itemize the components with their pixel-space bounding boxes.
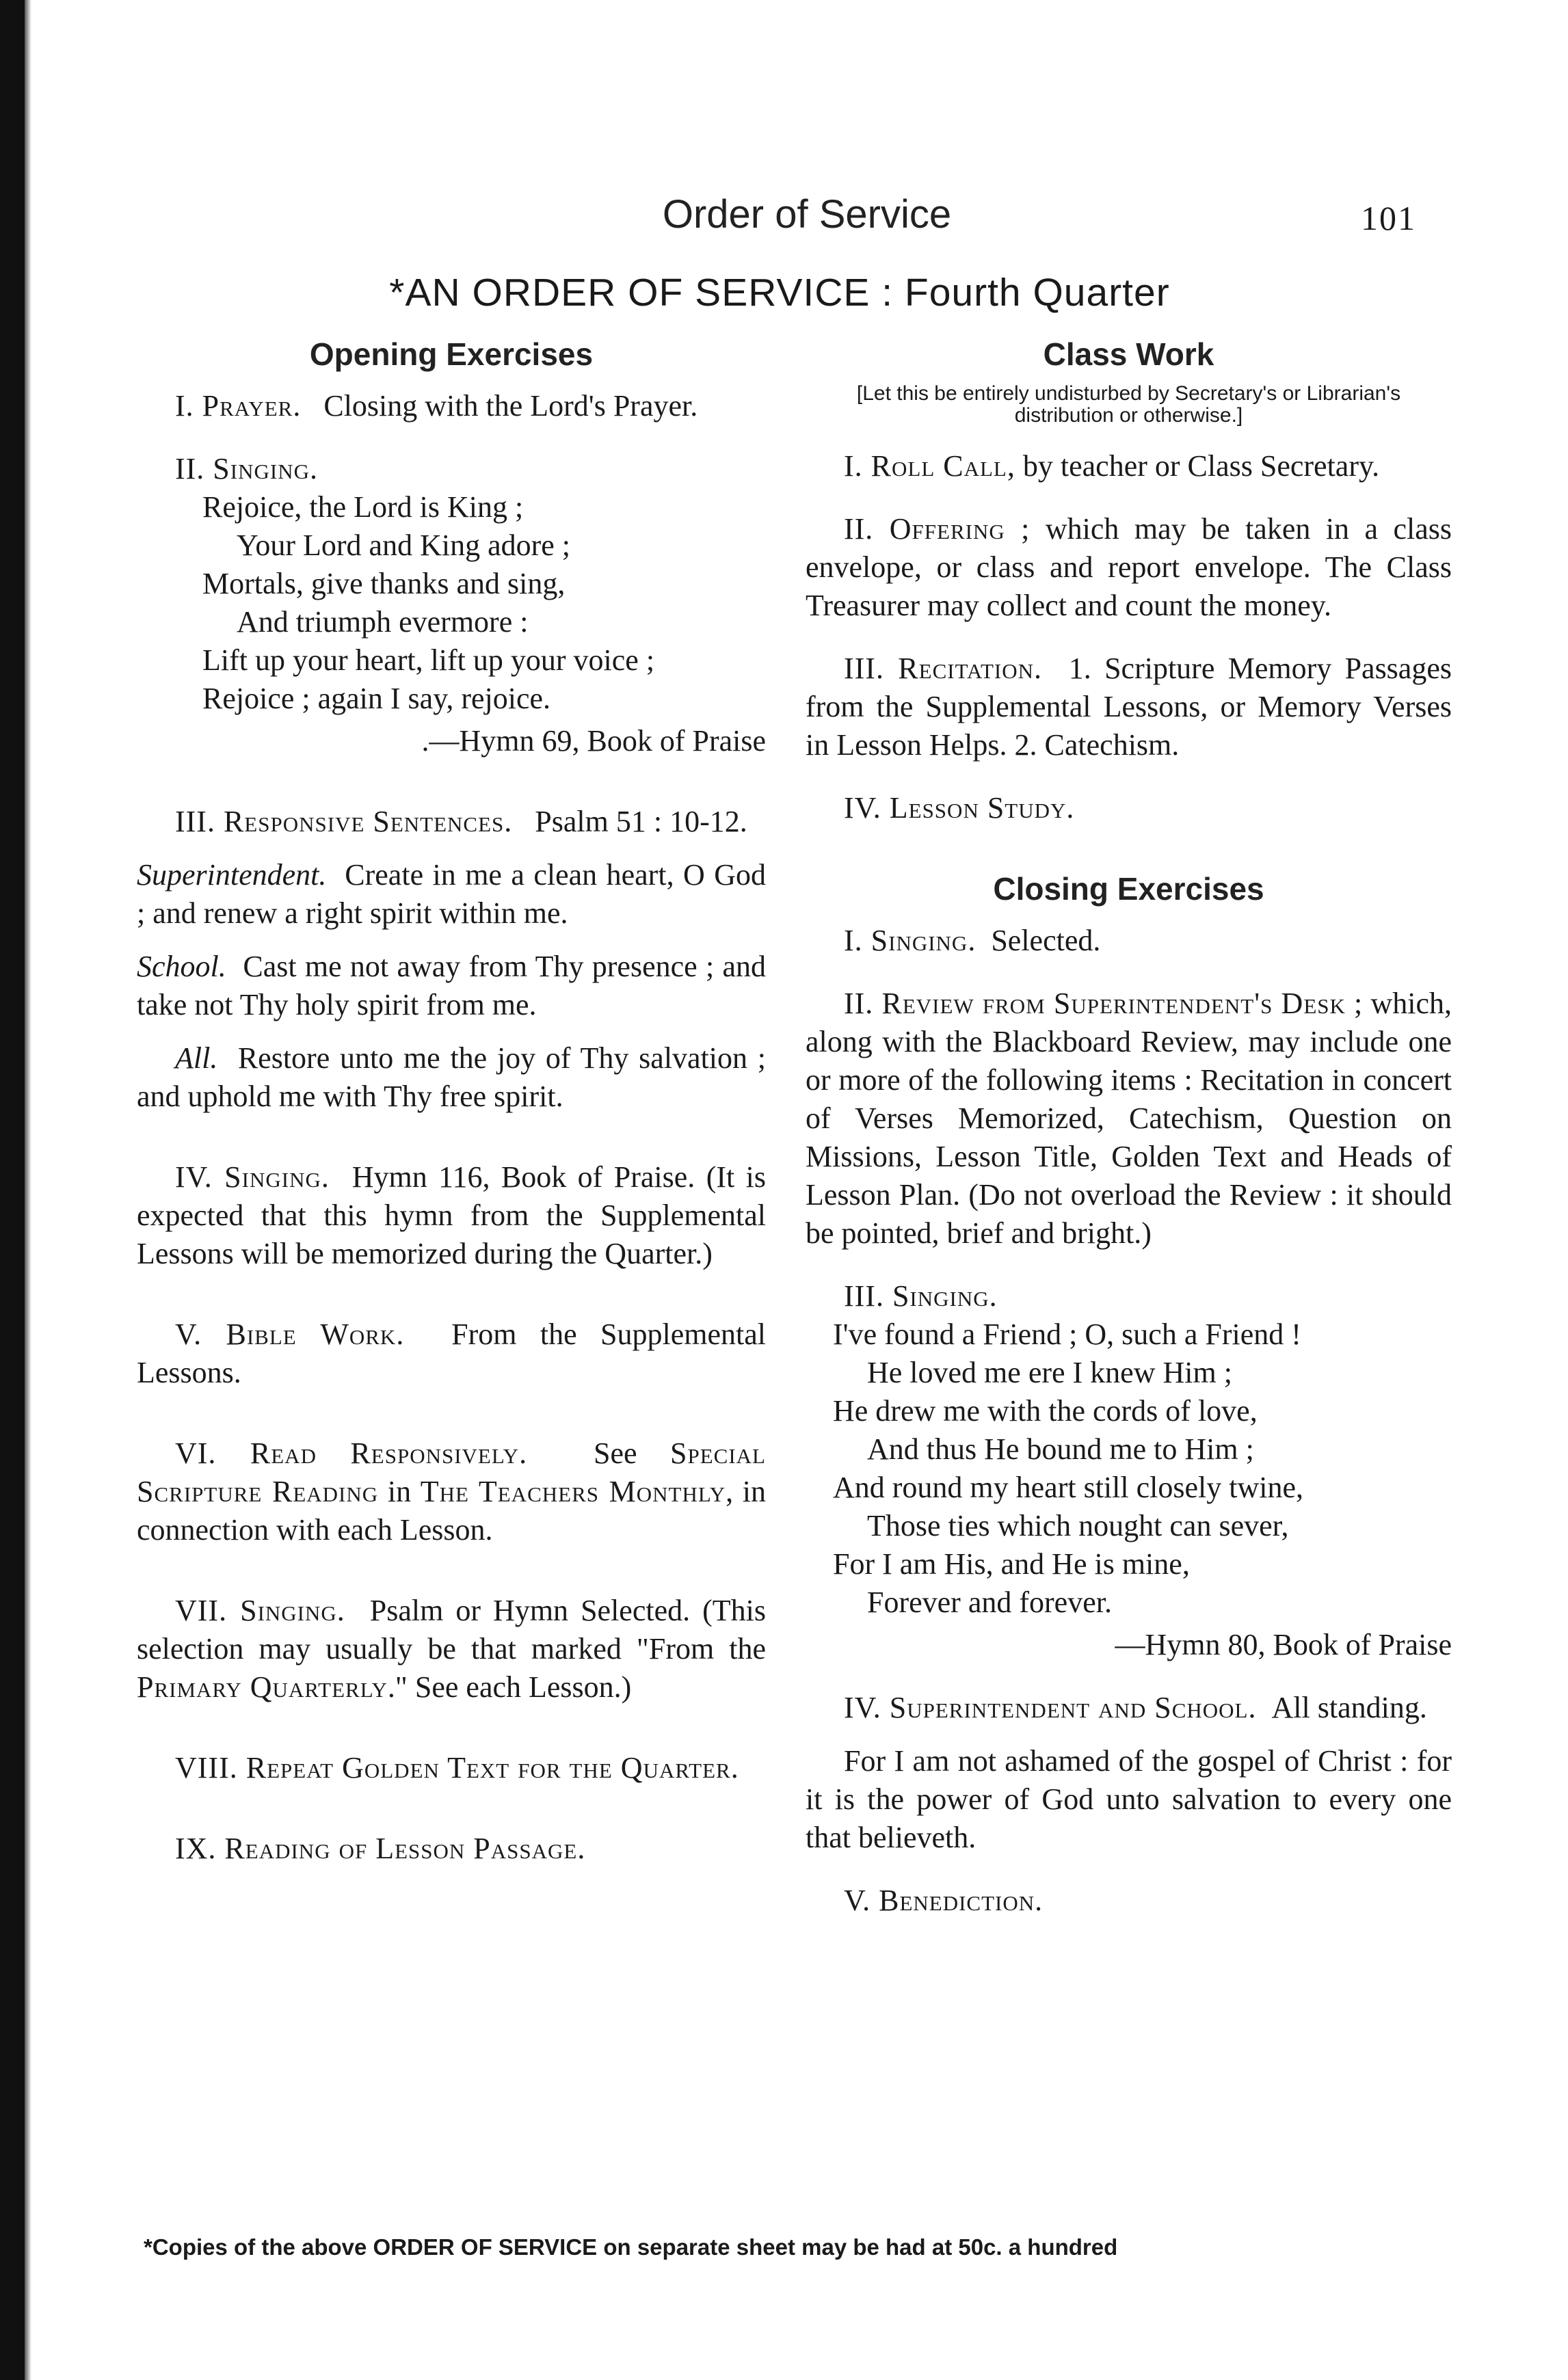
review-item	[806, 985, 1452, 1253]
responsive-label: III. Responsive Sentences.	[175, 805, 513, 838]
singing-iv-label: IV. Singing.	[175, 1160, 330, 1194]
closing-singing-text: Selected.	[991, 924, 1101, 957]
scan-edge-shadow	[25, 0, 31, 2380]
hymn-69-attribution: .—Hymn 69, Book of Praise	[421, 724, 766, 758]
right-column	[806, 335, 1452, 1920]
hymn-line: And thus He bound me to Him ;	[867, 1432, 1254, 1466]
responsive-reference: Psalm 51 : 10-12.	[535, 805, 747, 838]
hymn-line: He loved me ere I knew Him ;	[867, 1356, 1232, 1389]
hymn-69	[202, 488, 766, 718]
hymn-line: Mortals, give thanks and sing,	[202, 567, 566, 600]
closing-singing-iii-label: III. Singing.	[844, 1279, 998, 1313]
benediction-item: V. Benediction.	[844, 1884, 1044, 1917]
hymn-80	[833, 1315, 1452, 1622]
singing-iv-item	[137, 1158, 766, 1273]
school-text: Cast me not away from Thy presence ; and take not Thy holy spirit from me.	[137, 950, 767, 1021]
superintendent-school-text: All standing.	[1271, 1691, 1427, 1724]
hymn-line: Those ties which nought can sever,	[867, 1509, 1289, 1542]
roll-call-text: by teacher or Class Secretary.	[1022, 449, 1380, 483]
school-label: School.	[137, 950, 226, 983]
closing-verse: For I am not ashamed of the gospel of Christ : for it is the power of God unto salvation to every one that believeth.	[806, 1744, 1452, 1854]
scan-edge	[0, 0, 25, 2380]
superintendent-line	[137, 856, 766, 933]
all-label: All.	[175, 1041, 218, 1075]
bible-work-text: From the Supplemental Lessons.	[137, 1318, 767, 1389]
closing-exercises-heading: Closing Exercises	[993, 871, 1264, 907]
hymn-line: And round my heart still closely twine,	[833, 1471, 1303, 1504]
review-text: which, along with the Blackboard Review, may include one or more of the following items : Recitation in concert of Verses Memorized, Catechism, Question on Missions, Lesson Title, Golden Text and Heads of Lesson Plan. (Do not overload the Review : it should be pointed, brief and bright.)	[806, 987, 1452, 1250]
hymn-line: I've found a Friend ; O, such a Friend !	[833, 1318, 1301, 1351]
superintendent-school-item	[806, 1689, 1452, 1727]
prayer-item	[137, 387, 766, 425]
all-line	[137, 1039, 766, 1116]
page-number: 101	[1361, 199, 1416, 237]
singing-vii-item	[137, 1592, 766, 1707]
responsive-sentences-item	[137, 803, 766, 841]
read-responsively-text: See	[594, 1436, 637, 1470]
read-responsively-text: in	[387, 1475, 412, 1508]
singing-iv-text: Hymn 116, Book of Praise. (It is expected that this hymn from the Supplemental Lessons will be memorized during the Quarter.)	[137, 1160, 766, 1270]
bible-work-item	[137, 1315, 766, 1392]
hymn-line: And triumph evermore :	[237, 605, 529, 639]
offering-item	[806, 510, 1452, 625]
hymn-line: Rejoice ; again I say, rejoice.	[202, 682, 551, 715]
primary-quarterly: Primary Quarterly	[137, 1670, 388, 1704]
superintendent-label: Superintendent.	[137, 858, 327, 892]
hymn-80-attribution: —Hymn 80, Book of Praise	[1115, 1628, 1452, 1661]
opening-exercises-heading: Opening Exercises	[309, 336, 594, 372]
page-title: *AN ORDER OF SERVICE : Fourth Quarter	[389, 271, 1170, 315]
read-responsively-text: , in connection with each Lesson.	[137, 1475, 767, 1547]
superintendent-text: Create in me a clean heart, O God ; and renew a right spirit within me.	[137, 858, 766, 930]
review-label: II. Review from Superintendent's Desk ;	[844, 987, 1364, 1020]
singing-vii-text: ." See each Lesson.)	[387, 1670, 632, 1704]
recitation-item	[806, 650, 1452, 764]
singing-label: II. Singing.	[175, 452, 318, 485]
read-responsively-item	[137, 1434, 766, 1549]
hymn-line: Lift up your heart, lift up your voice ;	[202, 643, 655, 677]
roll-call-label: I. Roll Call,	[844, 449, 1015, 483]
offering-label: II. Offering ;	[844, 512, 1031, 546]
offering-text: which may be taken in a class envelope, or class and report envelope. The Class Treasurer may collect and count the money.	[806, 512, 1452, 622]
lesson-passage-item: IX. Reading of Lesson Passage.	[175, 1832, 586, 1865]
singing-item	[137, 450, 766, 488]
golden-text-item: VIII. Repeat Golden Text for the Quarter.	[175, 1751, 739, 1784]
recitation-label: III. Recitation.	[844, 652, 1043, 685]
bible-work-label: V. Bible Work.	[175, 1318, 405, 1351]
superintendent-school-label: IV. Superintendent and School.	[844, 1691, 1257, 1724]
class-work-heading: Class Work	[1043, 336, 1214, 372]
prayer-text: Closing with the Lord's Prayer.	[323, 389, 698, 423]
footnote: *Copies of the above ORDER OF SERVICE on separate sheet may be had at 50c. a hundred	[144, 2234, 1118, 2260]
closing-singing-label: I. Singing.	[844, 924, 976, 957]
lesson-study-item: IV. Lesson Study.	[844, 791, 1075, 825]
hymn-line: Your Lord and King adore ;	[237, 529, 571, 562]
hymn-line: Forever and forever.	[867, 1586, 1112, 1619]
roll-call-item	[806, 447, 1452, 485]
all-text: Restore unto me the joy of Thy salvation ; and uphold me with Thy free spirit.	[137, 1041, 766, 1113]
special-scripture-reading: Special Scripture Reading	[137, 1436, 766, 1508]
singing-vii-text: Psalm or Hymn Selected. (This selection may usually be that marked "From the	[137, 1594, 766, 1666]
hymn-line: For I am His, and He is mine,	[833, 1547, 1190, 1581]
singing-vii-label: VII. Singing.	[175, 1594, 345, 1627]
left-column	[137, 335, 766, 1868]
prayer-label: I. Prayer.	[175, 389, 302, 423]
hymn-line: Rejoice, the Lord is King ;	[202, 490, 524, 524]
teachers-monthly: The Teachers Monthly	[420, 1475, 726, 1508]
class-work-note: [Let this be entirely undisturbed by Secretary's or Librarian's distribution or otherwise.]	[856, 382, 1401, 427]
closing-singing-item	[806, 922, 1452, 960]
recitation-text: 1. Scripture Memory Passages from the Supplemental Lessons, or Memory Verses in Lesson Helps. 2. Catechism.	[806, 652, 1452, 762]
school-line	[137, 948, 766, 1024]
running-title: Order of Service	[662, 192, 952, 237]
read-responsively-label: VI. Read Responsively.	[175, 1436, 528, 1470]
hymn-line: He drew me with the cords of love,	[833, 1394, 1258, 1428]
